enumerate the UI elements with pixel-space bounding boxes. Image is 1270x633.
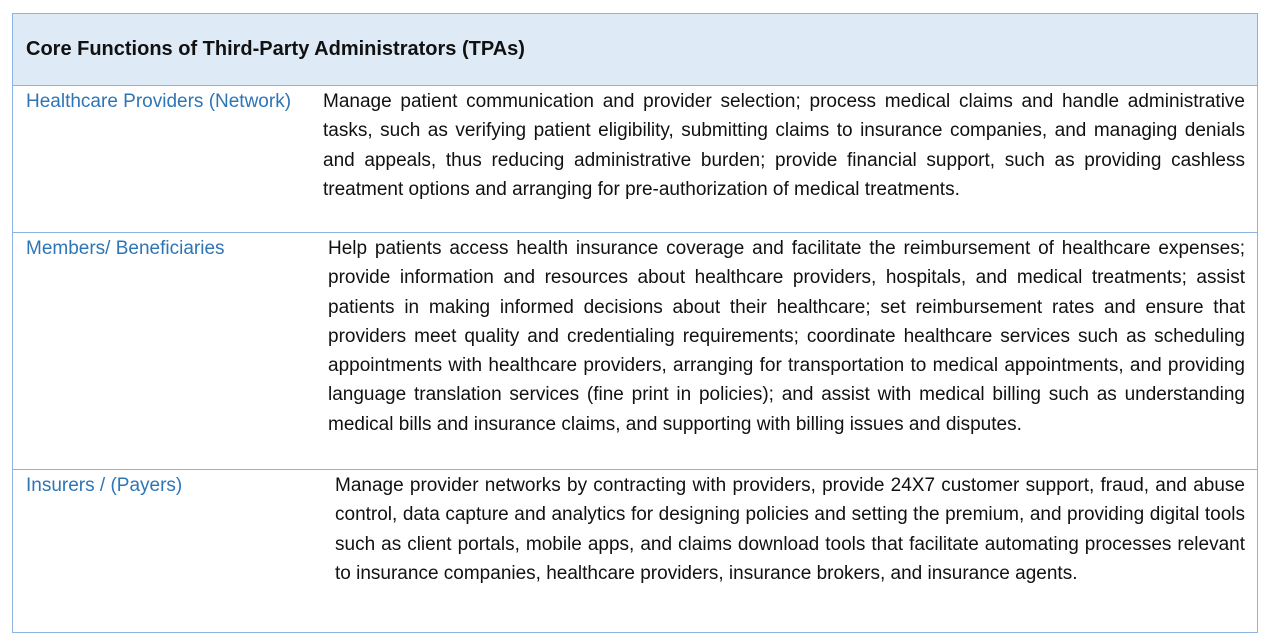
table-row	[13, 470, 1257, 632]
row-label: Healthcare Providers (Network)	[26, 91, 292, 112]
row-description: Manage provider networks by contracting with providers, provide 24X7 customer support, fraud, and abuse control, data capture and analytics for designing policies and setting the premium, and providing digital tools such as client portals, mobile apps, and claims download tools that facilitate automating processes relevant to insurance companies, healthcare providers, insurance brokers, and insurance agents.	[335, 475, 1245, 584]
row-label-cell	[13, 233, 313, 469]
row-label: Members/ Beneficiaries	[26, 238, 225, 259]
table-title: Core Functions of Third-Party Administrators (TPAs)	[26, 38, 525, 60]
row-description-cell	[313, 470, 1257, 632]
row-label: Insurers / (Payers)	[26, 475, 183, 496]
row-label-cell	[13, 470, 313, 632]
row-label-cell	[13, 86, 313, 232]
row-description-cell	[313, 86, 1257, 232]
tpa-functions-table	[12, 13, 1258, 633]
row-description: Help patients access health insurance coverage and facilitate the reimbursement of healthcare expenses; provide information and resources about healthcare providers, hospitals, and medical treatments; assist patients in making informed decisions about their healthcare; set reimbursement rates and ensure that providers meet quality and credentialing requirements; coordinate healthcare services such as scheduling appointments with healthcare providers, arranging for transportation to medical appointments, and providing language translation services (fine print in policies); and assist with medical billing such as understanding medical bills and insurance claims, and supporting with billing issues and disputes.	[328, 238, 1245, 435]
table-header	[13, 14, 1257, 86]
row-description-cell	[313, 233, 1257, 469]
table-row	[13, 233, 1257, 470]
row-description: Manage patient communication and provider selection; process medical claims and handle administrative tasks, such as verifying patient eligibility, submitting claims to insurance companies, and managing denials and appeals, thus reducing administrative burden; provide financial support, such as providing cashless treatment options and arranging for pre-authorization of medical treatments.	[323, 91, 1245, 200]
table-row	[13, 86, 1257, 233]
